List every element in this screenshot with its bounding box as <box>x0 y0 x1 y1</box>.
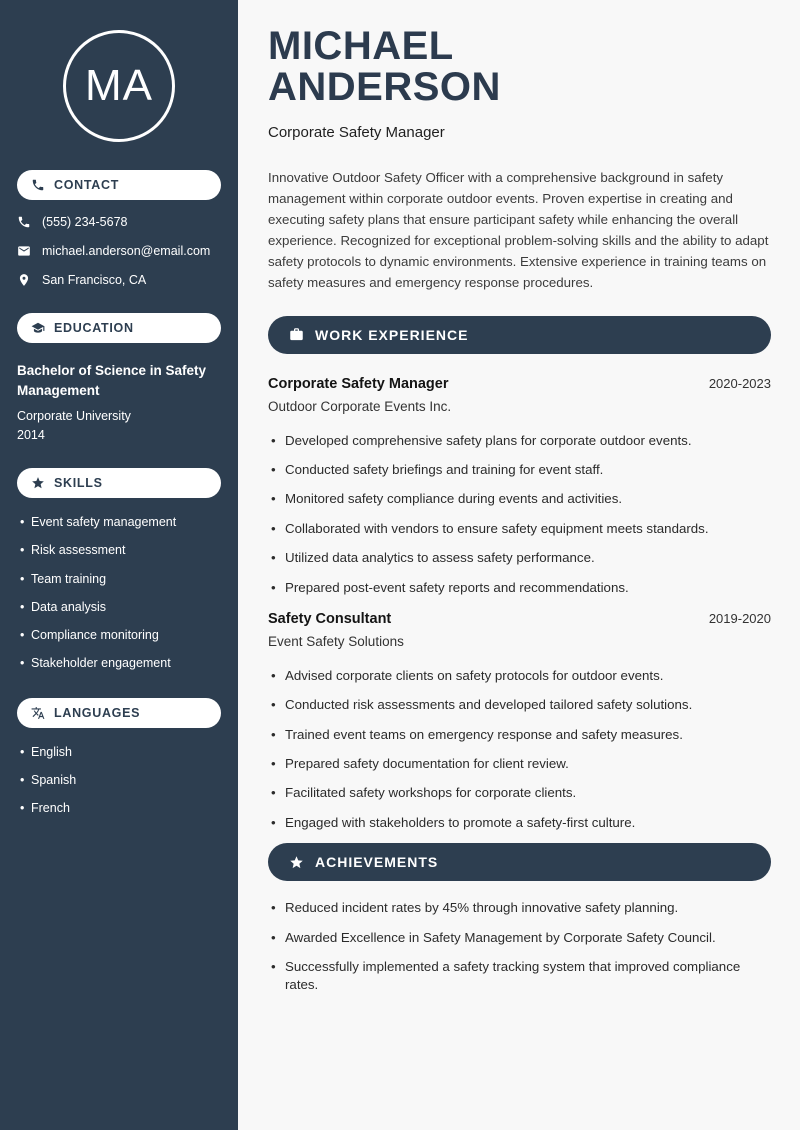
job-bullet: • Trained event teams on emergency response and safety measures. <box>271 726 771 744</box>
job-title: Corporate Safety Manager <box>268 375 449 392</box>
skills-section-header <box>17 468 221 498</box>
work-experience-section-header <box>268 316 771 354</box>
education-section-header <box>17 313 221 343</box>
languages-list <box>0 744 238 817</box>
job-bullet: • Developed comprehensive safety plans for corporate outdoor events. <box>271 432 771 450</box>
achievement-bullet: • Awarded Excellence in Safety Management by Corporate Safety Council. <box>271 929 771 947</box>
job-bullet: • Monitored safety compliance during events and activities. <box>271 490 771 508</box>
star-icon <box>31 476 45 490</box>
contact-location-row <box>0 273 238 287</box>
page-title <box>268 26 771 108</box>
job-bullet: • Conducted safety briefings and training for event staff. <box>271 461 771 479</box>
job-company: Outdoor Corporate Events Inc. <box>268 398 452 414</box>
education-section-label: EDUCATION <box>54 321 134 335</box>
translate-icon <box>31 706 45 720</box>
job-bullet: • Facilitated safety workshops for corporate clients. <box>271 784 771 802</box>
skill-item: • Data analysis <box>20 599 221 615</box>
contact-section-header <box>17 170 221 200</box>
contact-section-label: CONTACT <box>54 178 120 192</box>
job-bullet: • Advised corporate clients on safety protocols for outdoor events. <box>271 667 771 685</box>
language-item: • Spanish <box>20 772 221 788</box>
skills-list <box>0 514 238 672</box>
summary-paragraph: Innovative Outdoor Safety Officer with a comprehensive background in safety management within corporate outdoor events. Proven expertise in creating and executing safety plans that ensure participant safety while enhancing the overall experience. Recognized for exceptional problem-solving skills and the ability to adapt safety protocols to dynamic environments. Extensive experience in training teams on safety measures and emergency response procedures. <box>268 169 769 290</box>
contact-location-value: San Francisco, CA <box>42 273 147 287</box>
job-bullet-list <box>268 667 771 832</box>
name-line-1: MICHAEL <box>268 24 454 68</box>
job-bullet: • Prepared post-event safety reports and recommendations. <box>271 579 771 597</box>
mail-icon <box>17 244 31 258</box>
avatar-initials: MA <box>85 61 153 110</box>
achievements-list <box>268 899 771 994</box>
briefcase-icon <box>289 327 304 342</box>
skills-section-label: SKILLS <box>54 476 103 491</box>
work-experience-section-label: WORK EXPERIENCE <box>315 326 469 343</box>
job-header <box>268 611 771 627</box>
job-dates: 2020-2023 <box>708 375 771 391</box>
skill-item: • Stakeholder engagement <box>20 655 221 671</box>
star-icon <box>289 855 304 870</box>
professional-title: Corporate Safety Manager <box>268 123 445 141</box>
contact-email-row <box>0 244 238 258</box>
skill-item: • Team training <box>20 571 221 587</box>
education-school: Corporate University <box>17 409 131 424</box>
languages-section-label: LANGUAGES <box>54 705 141 720</box>
achievement-bullet: • Successfully implemented a safety tracking system that improved compliance rates. <box>271 958 771 994</box>
graduation-cap-icon <box>31 321 45 335</box>
job-bullet-list <box>268 432 771 597</box>
main-content <box>238 0 800 1130</box>
education-degree: Bachelor of Science in Safety Management <box>17 363 207 398</box>
skill-item: • Compliance monitoring <box>20 627 221 643</box>
phone-icon <box>31 178 45 192</box>
contact-phone-value: (555) 234-5678 <box>42 215 128 229</box>
job-header <box>268 376 771 392</box>
education-block <box>0 361 238 442</box>
contact-email-value: michael.anderson@email.com <box>42 244 211 258</box>
phone-icon <box>17 215 31 229</box>
achievement-bullet: • Reduced incident rates by 45% through innovative safety planning. <box>271 899 771 917</box>
language-item: • English <box>20 744 221 760</box>
location-pin-icon <box>17 273 31 287</box>
name-line-2: ANDERSON <box>268 64 501 109</box>
job-dates: 2019-2020 <box>708 610 771 626</box>
achievements-section-label: ACHIEVEMENTS <box>315 854 439 871</box>
languages-section-header <box>17 698 221 728</box>
skill-item: • Risk assessment <box>20 542 221 558</box>
job-bullet: • Collaborated with vendors to ensure safety equipment meets standards. <box>271 520 771 538</box>
achievements-section-header <box>268 843 771 881</box>
job-bullet: • Prepared safety documentation for client review. <box>271 755 771 773</box>
job-bullet: • Utilized data analytics to assess safety performance. <box>271 549 771 567</box>
sidebar <box>0 0 238 1130</box>
job-bullet: • Conducted risk assessments and developed tailored safety solutions. <box>271 696 771 714</box>
education-year: 2014 <box>17 428 45 443</box>
contact-phone-row <box>0 215 238 229</box>
job-company: Event Safety Solutions <box>268 633 404 649</box>
skill-item: • Event safety management <box>20 514 221 530</box>
job-bullet: • Engaged with stakeholders to promote a safety-first culture. <box>271 814 771 832</box>
job-title: Safety Consultant <box>268 610 392 627</box>
avatar <box>63 30 175 142</box>
language-item: • French <box>20 800 221 816</box>
